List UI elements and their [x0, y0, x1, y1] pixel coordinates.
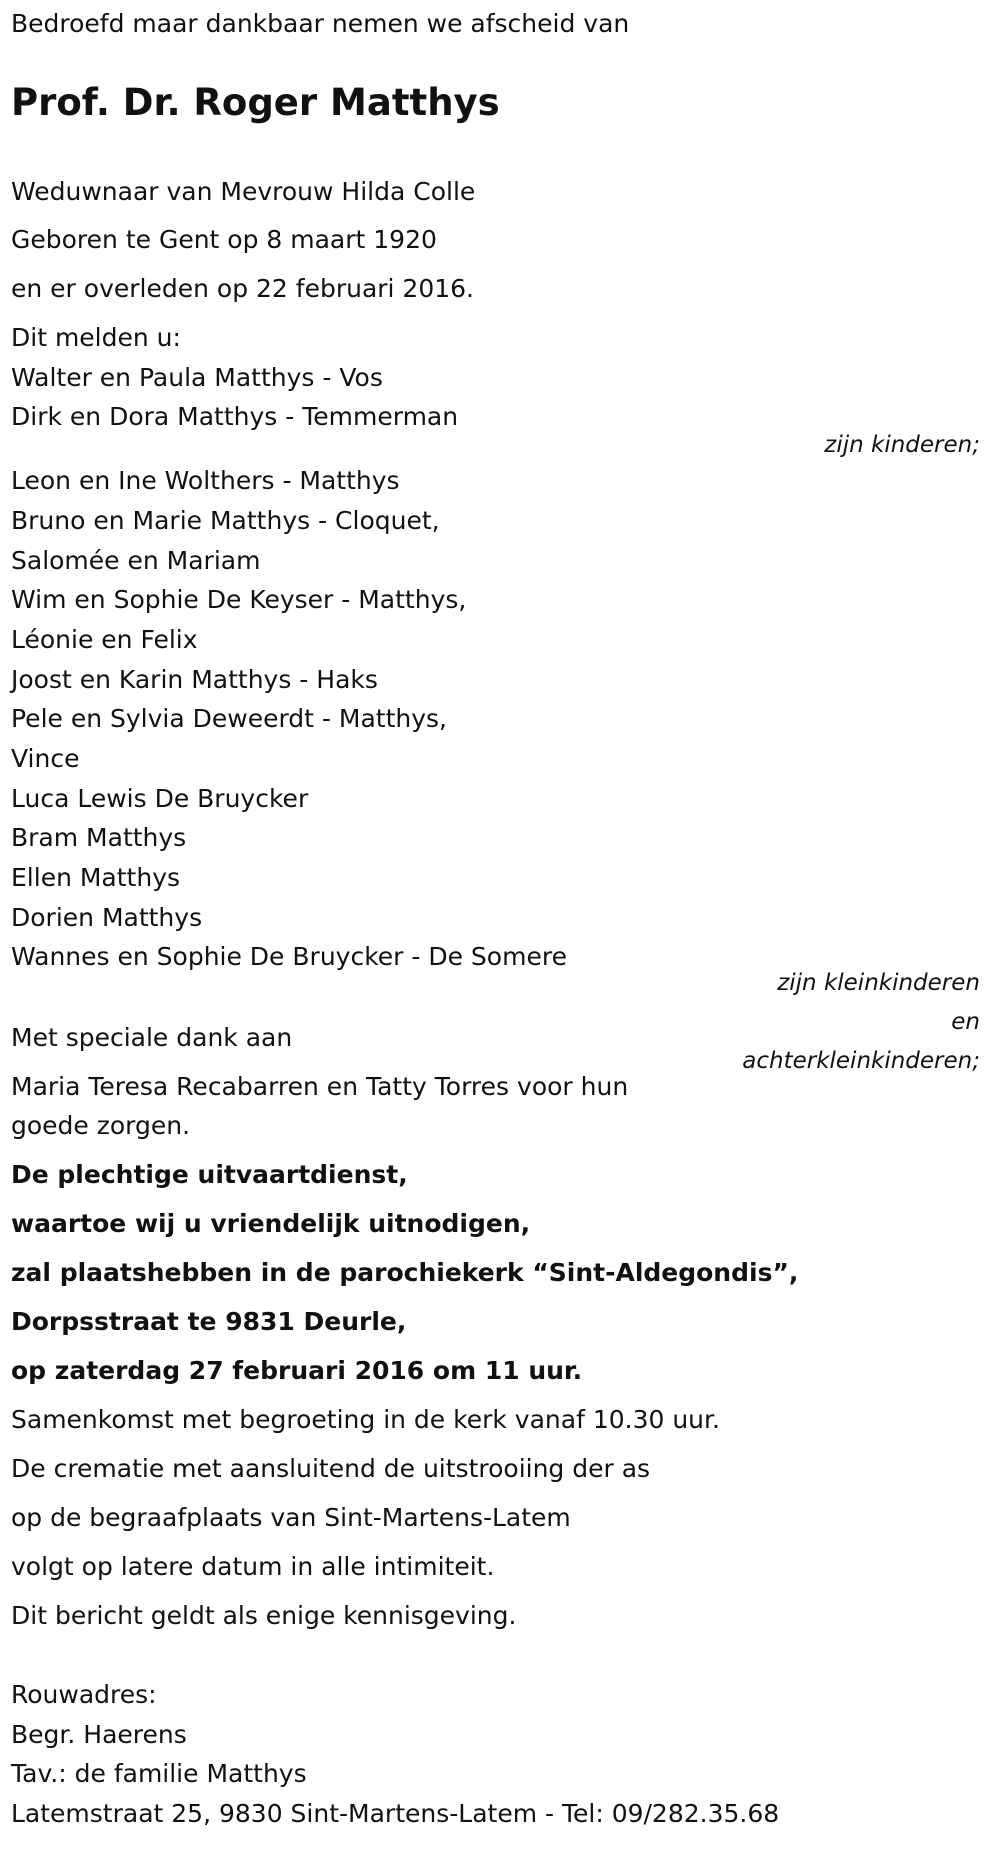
service-line: waartoe wij u vriendelijk uitnodigen, [11, 1209, 531, 1238]
details-line: Samenkomst met begroeting in de kerk vanaf 10.30 uur. [11, 1405, 720, 1434]
grandchild-line: Pele en Sylvia Deweerdt - Matthys, [11, 704, 447, 733]
thanks-heading: Met speciale dank aan [11, 1023, 293, 1052]
grandchild-line: Léonie en Felix [11, 625, 198, 654]
service-line: De plechtige uitvaartdienst, [11, 1160, 408, 1189]
address-label: Rouwadres: [11, 1680, 157, 1709]
grandchild-line: Wannes en Sophie De Bruycker - De Somere [11, 942, 567, 971]
bio-line: en er overleden op 22 februari 2016. [11, 274, 475, 303]
bio-line: Weduwnaar van Mevrouw Hilda Colle [11, 177, 476, 206]
thanks-line: goede zorgen. [11, 1111, 191, 1140]
service-line: zal plaatshebben in de parochiekerk “Sint-Aldegondis”, [11, 1258, 799, 1287]
grandchildren-label: zijn kleinkinderen [777, 970, 980, 996]
deceased-name: Prof. Dr. Roger Matthys [11, 81, 500, 124]
grandchild-line: Vince [11, 744, 80, 773]
grandchild-line: Leon en Ine Wolthers - Matthys [11, 466, 400, 495]
child-line: Walter en Paula Matthys - Vos [11, 363, 383, 392]
address-line: Tav.: de familie Matthys [11, 1759, 307, 1788]
grandchild-line: Salomée en Mariam [11, 546, 261, 575]
service-line: Dorpsstraat te 9831 Deurle, [11, 1307, 407, 1336]
grandchild-line: Luca Lewis De Bruycker [11, 784, 309, 813]
grandchild-line: Joost en Karin Matthys - Haks [11, 665, 378, 694]
grandchild-line: Bram Matthys [11, 823, 187, 852]
details-line: De crematie met aansluitend de uitstrooiing der as [11, 1454, 651, 1483]
details-line: op de begraafplaats van Sint-Martens-Latem [11, 1503, 571, 1532]
details-line: volgt op latere datum in alle intimiteit. [11, 1552, 495, 1581]
thanks-line: Maria Teresa Recabarren en Tatty Torres voor hun [11, 1072, 629, 1101]
announcers-label: Dit melden u: [11, 323, 181, 352]
intro-text: Bedroefd maar dankbaar nemen we afscheid van [11, 9, 630, 38]
grandchild-line: Wim en Sophie De Keyser - Matthys, [11, 585, 467, 614]
children-label: zijn kinderen; [824, 432, 980, 458]
grandchild-line: Bruno en Marie Matthys - Cloquet, [11, 506, 440, 535]
address-line: Begr. Haerens [11, 1720, 187, 1749]
details-line: Dit bericht geldt als enige kennisgeving. [11, 1601, 517, 1630]
grandchildren-label: achterkleinkinderen; [742, 1048, 980, 1074]
grandchild-line: Dorien Matthys [11, 903, 203, 932]
grandchild-line: Ellen Matthys [11, 863, 181, 892]
child-line: Dirk en Dora Matthys - Temmerman [11, 402, 459, 431]
grandchildren-label: en [951, 1009, 980, 1035]
service-line: op zaterdag 27 februari 2016 om 11 uur. [11, 1356, 583, 1385]
bio-line: Geboren te Gent op 8 maart 1920 [11, 225, 437, 254]
address-line: Latemstraat 25, 9830 Sint-Martens-Latem - Tel: 09/282.35.68 [11, 1799, 780, 1828]
